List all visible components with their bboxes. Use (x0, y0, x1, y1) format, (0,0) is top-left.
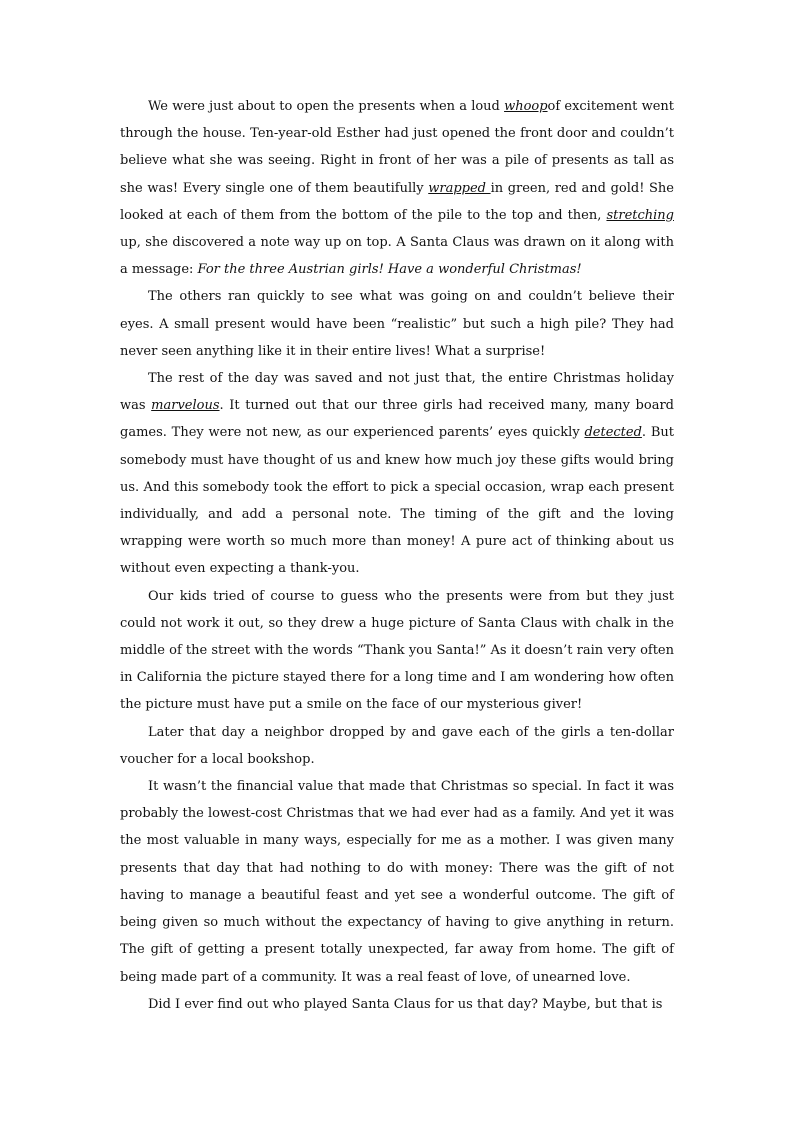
vocab-word-whoop: whoop (504, 99, 548, 114)
santa-note-message: For the three Austrian girls! Have a wonderful Christmas! (197, 262, 582, 278)
paragraph-1-text-c: in green, red and gold! She looked at each of them from the bottom of the pile to the top and then, (120, 180, 674, 223)
paragraph-3-text-a: The rest of the day was saved and not just that, the entire Christmas holiday was (120, 371, 674, 414)
vocab-word-wrapped: wrapped (428, 180, 491, 196)
paragraph-6: It wasn’t the financial value that made that Christmas so special. In fact it was probably the lowest-cost Christmas that we had ever had as a family. And yet it was the most valuable in many ways, especially for me as a mother. I was given many presents that day that had nothing to do with money: There was the gift of not having to manage a beautiful feast and yet see a wonderful outcome. The gift of being given so much without the expectancy of having to give anything in return. The gift of getting a present totally unexpected, far away from home. The gift of being made part of a community. It was a real feast of love, of unearned love. (120, 779, 674, 985)
paragraph-2: The others ran quickly to see what was going on and couldn’t believe their eyes. A small present would have been “realistic” but such a high pile? They had never seen anything like it in their entire lives! What a surprise! (120, 289, 674, 359)
paragraph-5: Later that day a neighbor dropped by and gave each of the girls a ten-dollar voucher for a local bookshop. (120, 724, 674, 767)
paragraph-3-text-c: . But somebody must have thought of us and knew how much joy these gifts would bring us. And this somebody took the effort to pick a special occasion, wrap each present individually, and add a personal note. The timing of the gift and the loving wrapping were worth so much more than money! A pure act of thinking about us without even expecting a thank-you. (120, 425, 674, 577)
vocab-word-detected: detected (584, 425, 642, 441)
paragraph-3 (120, 365, 674, 583)
document-page (120, 93, 674, 1018)
paragraph-1-text-b: of excitement went through the house. Ten-year-old Esther had just opened the front door and couldn’t believe what she was seeing. Right in front of her was a pile of presents as tall as she was! Every single one of them beautifully (120, 99, 674, 196)
vocab-word-marvelous: marvelous (151, 398, 220, 414)
paragraph-1 (120, 93, 674, 283)
paragraph-3-text-b: . It turned out that our three girls had received many, many board games. They were not new, as our experienced parents’ eyes quickly (120, 398, 674, 441)
paragraph-1-text-a: We were just about to open the presents when a loud (148, 99, 505, 114)
vocab-word-stretching: stretching (606, 207, 674, 223)
paragraph-7: Did I ever find out who played Santa Claus for us that day? Maybe, but that is (148, 996, 663, 1012)
paragraph-4: Our kids tried of course to guess who the presents were from but they just could not work it out, so they drew a huge picture of Santa Claus with chalk in the middle of the street with the words “Thank you Santa!” As it doesn’t rain very often in California the picture stayed there for a long time and I am wondering how often the picture must have put a smile on the face of our mysterious giver! (120, 588, 674, 713)
paragraph-1-text-d: up, she discovered a note way up on top. A Santa Claus was drawn on it along with a message: (120, 235, 674, 278)
